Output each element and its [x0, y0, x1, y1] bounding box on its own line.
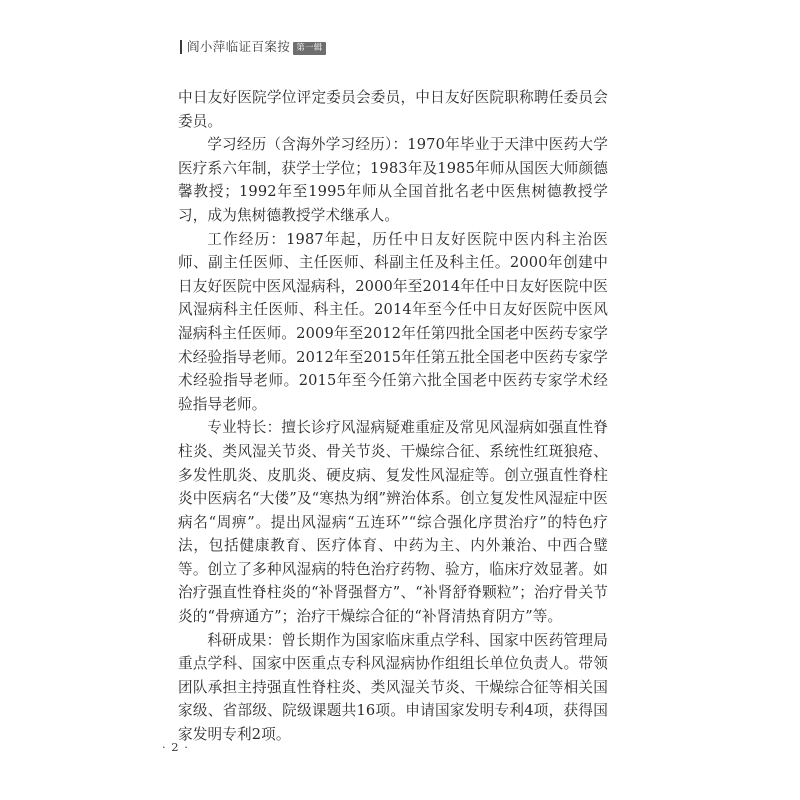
page-content-area [178, 36, 608, 747]
volume-badge: 第一辑 [293, 42, 325, 55]
running-header-title: 阎小萍临证百案按 [187, 39, 291, 54]
paragraph-specialty: 专业特长：擅长诊疗风湿病疑难重症及常见风湿病如强直性脊柱炎、类风湿关节炎、骨关节炎、干燥综合征、系统性红斑狼疮、多发性肌炎、皮肌炎、硬皮病、复发性风湿症等。创立强直性脊柱炎中医病名“大偻”及“寒热为纲”辨治体系。创立复发性风湿症中医病名“周痹”。提出风湿病“五连环”“综合强化序贯治疗”的特色疗法，包括健康教育、医疗体育、中药为主、内外兼治、中西合璧等。创立了多种风湿病的特色治疗药物、验方，临床疗效显著。如治疗强直性脊柱炎的“补肾强督方”、“补肾舒脊颗粒”；治疗骨关节炎的“骨痹通方”；治疗干燥综合征的“补肾清热育阴方”等。 [178, 419, 608, 626]
paragraph-affiliations: 中日友好医院学位评定委员会委员，中日友好医院职称聘任委员会委员。 [178, 89, 608, 130]
running-header [180, 36, 608, 58]
paragraph-research: 科研成果：曾长期作为国家临床重点学科、国家中医药管理局重点学科、国家中医重点专科风湿病协作组组长单位负责人。带领团队承担主持强直性脊柱炎、类风湿关节炎、干燥综合征等相关国家级、省部级、院级课题共16项。申请国家发明专利4项，获得国家发明专利2项。 [178, 631, 608, 744]
body-text [178, 86, 608, 747]
paragraph-work-experience: 工作经历：1987年起，历任中日友好医院中医内科主治医师、副主任医师、主任医师、科副主任及科主任。2000年创建中日友好医院中医风湿病科，2000年至2014年任中日友好医院中医风湿病科主任医师、科主任。2014年至今任中日友好医院中医风湿病科主任医师。2009年至2012年任第四批全国老中医药专家学术经验指导老师。2012年至2015年任第五批全国老中医药专家学术经验指导老师。2015年至今任第六批全国老中医药专家学术经验指导老师。 [178, 230, 608, 413]
page-number: · 2 · [162, 740, 189, 754]
vertical-rule-icon [180, 40, 182, 54]
paragraph-education: 学习经历（含海外学习经历）：1970年毕业于天津中医药大学医疗系六年制，获学士学位；1983年及1985年师从国医大师颜德馨教授；1992年至1995年师从全国首批名老中医焦树德教授学习，成为焦树德教授学术继承人。 [178, 136, 608, 224]
